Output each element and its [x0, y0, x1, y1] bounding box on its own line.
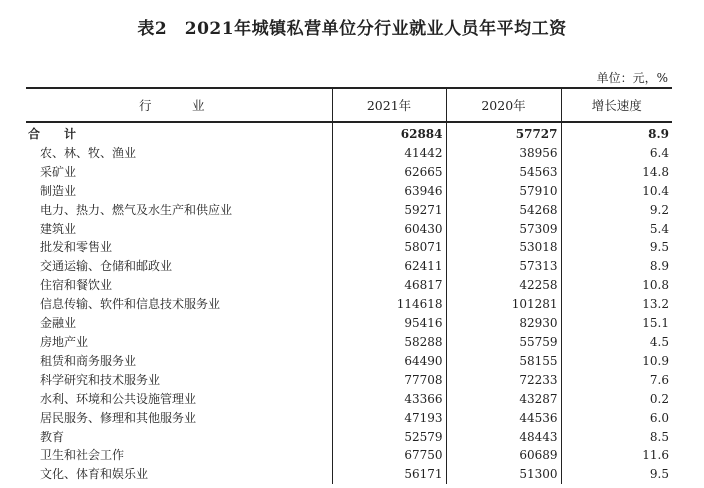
header-industry: 行 业 — [26, 88, 332, 122]
value-2020-cell: 57309 — [446, 220, 561, 239]
value-2020-cell: 57727 — [446, 122, 561, 144]
industry-cell: 电力、热力、燃气及水生产和供应业 — [40, 202, 233, 217]
value-2020-cell: 54268 — [446, 201, 561, 220]
growth-cell: 6.0 — [561, 409, 672, 428]
growth-cell: 13.2 — [561, 295, 672, 314]
value-2021-cell: 52579 — [332, 428, 446, 447]
industry-cell: 居民服务、修理和其他服务业 — [40, 410, 197, 425]
value-2021-cell: 59271 — [332, 201, 446, 220]
table-row — [26, 333, 672, 352]
industry-cell: 批发和零售业 — [40, 240, 113, 255]
industry-cell: 农、林、牧、渔业 — [40, 145, 137, 160]
industry-cell: 租赁和商务服务业 — [40, 353, 137, 368]
wage-table — [26, 87, 672, 484]
value-2021-cell: 58288 — [332, 333, 446, 352]
table-row — [26, 201, 672, 220]
table-row — [26, 144, 672, 163]
value-2020-cell: 51300 — [446, 465, 561, 484]
industry-cell: 卫生和社会工作 — [40, 448, 125, 463]
table-row — [26, 446, 672, 465]
value-2021-cell: 67750 — [332, 446, 446, 465]
value-2020-cell: 48443 — [446, 428, 561, 447]
industry-cell: 建筑业 — [40, 221, 77, 236]
value-2020-cell: 101281 — [446, 295, 561, 314]
value-2020-cell: 38956 — [446, 144, 561, 163]
value-2020-cell: 57313 — [446, 257, 561, 276]
growth-cell: 15.1 — [561, 314, 672, 333]
value-2020-cell: 55759 — [446, 333, 561, 352]
industry-cell: 合 计 — [28, 127, 83, 141]
value-2021-cell: 47193 — [332, 409, 446, 428]
table-row — [26, 163, 672, 182]
growth-cell: 8.5 — [561, 428, 672, 447]
industry-cell: 科学研究和技术服务业 — [40, 372, 161, 387]
value-2020-cell: 54563 — [446, 163, 561, 182]
value-2020-cell: 72233 — [446, 371, 561, 390]
growth-cell: 14.8 — [561, 163, 672, 182]
industry-cell: 住宿和餐饮业 — [40, 278, 113, 293]
growth-cell: 7.6 — [561, 371, 672, 390]
table-row — [26, 276, 672, 295]
value-2020-cell: 60689 — [446, 446, 561, 465]
table-row — [26, 409, 672, 428]
growth-cell: 0.2 — [561, 390, 672, 409]
value-2020-cell: 44536 — [446, 409, 561, 428]
table-row — [26, 390, 672, 409]
growth-cell: 10.9 — [561, 352, 672, 371]
table-row — [26, 220, 672, 239]
header-growth: 增长速度 — [561, 88, 672, 122]
table-row — [26, 182, 672, 201]
table-row — [26, 238, 672, 257]
growth-cell: 9.2 — [561, 201, 672, 220]
value-2020-cell: 42258 — [446, 276, 561, 295]
value-2021-cell: 43366 — [332, 390, 446, 409]
value-2021-cell: 63946 — [332, 182, 446, 201]
table-row — [26, 295, 672, 314]
header-2020: 2020年 — [446, 88, 561, 122]
industry-cell: 教育 — [40, 429, 65, 444]
growth-cell: 6.4 — [561, 144, 672, 163]
industry-cell: 信息传输、软件和信息技术服务业 — [40, 297, 221, 312]
value-2020-cell: 53018 — [446, 238, 561, 257]
table-title: 表2 2021年城镇私营单位分行业就业人员年平均工资 — [137, 19, 567, 39]
total-row — [26, 122, 672, 144]
table-row — [26, 371, 672, 390]
table-row — [26, 465, 672, 484]
value-2021-cell: 62411 — [332, 257, 446, 276]
table-row — [26, 314, 672, 333]
table-body — [26, 122, 672, 484]
growth-cell: 9.5 — [561, 465, 672, 484]
industry-cell: 房地产业 — [40, 334, 89, 349]
value-2021-cell: 41442 — [332, 144, 446, 163]
value-2021-cell: 64490 — [332, 352, 446, 371]
table-row — [26, 428, 672, 447]
industry-cell: 金融业 — [40, 316, 77, 331]
industry-cell: 交通运输、仓储和邮政业 — [40, 259, 173, 274]
industry-cell: 采矿业 — [40, 164, 77, 179]
industry-cell: 文化、体育和娱乐业 — [40, 467, 149, 482]
value-2021-cell: 60430 — [332, 220, 446, 239]
growth-cell: 11.6 — [561, 446, 672, 465]
growth-cell: 10.4 — [561, 182, 672, 201]
value-2021-cell: 62665 — [332, 163, 446, 182]
table-row — [26, 257, 672, 276]
table-row — [26, 352, 672, 371]
header-row — [26, 88, 672, 122]
value-2021-cell: 114618 — [332, 295, 446, 314]
growth-cell: 8.9 — [561, 122, 672, 144]
value-2021-cell: 95416 — [332, 314, 446, 333]
unit-note: 单位：元，% — [596, 71, 668, 85]
value-2021-cell: 62884 — [332, 122, 446, 144]
value-2020-cell: 82930 — [446, 314, 561, 333]
growth-cell: 4.5 — [561, 333, 672, 352]
growth-cell: 5.4 — [561, 220, 672, 239]
value-2020-cell: 58155 — [446, 352, 561, 371]
header-2021: 2021年 — [332, 88, 446, 122]
value-2021-cell: 77708 — [332, 371, 446, 390]
value-2021-cell: 46817 — [332, 276, 446, 295]
growth-cell: 8.9 — [561, 257, 672, 276]
value-2021-cell: 56171 — [332, 465, 446, 484]
industry-cell: 水利、环境和公共设施管理业 — [40, 391, 197, 406]
growth-cell: 9.5 — [561, 238, 672, 257]
value-2020-cell: 43287 — [446, 390, 561, 409]
value-2021-cell: 58071 — [332, 238, 446, 257]
growth-cell: 10.8 — [561, 276, 672, 295]
value-2020-cell: 57910 — [446, 182, 561, 201]
industry-cell: 制造业 — [40, 183, 77, 198]
